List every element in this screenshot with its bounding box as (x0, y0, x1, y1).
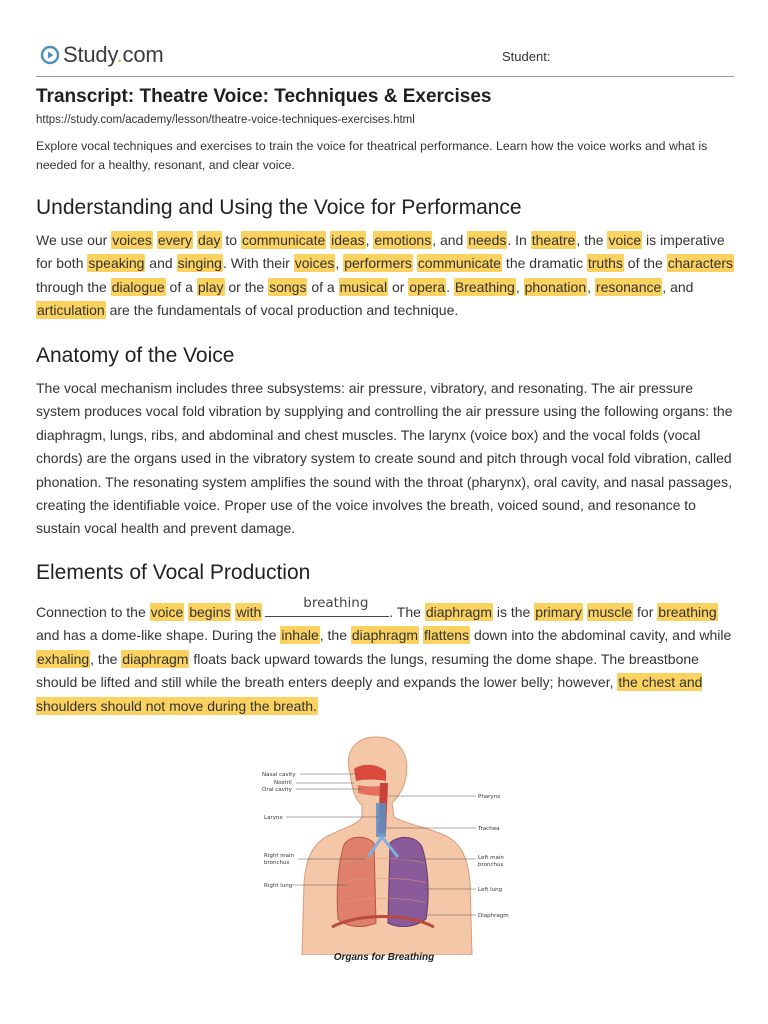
blank-answer: breathing (303, 595, 369, 611)
highlighted-term: dialogue (111, 278, 165, 295)
play-circle-icon (40, 45, 60, 65)
body-silhouette (302, 737, 472, 955)
highlighted-term: day (197, 232, 221, 248)
text-run: . With their (222, 255, 294, 272)
text-run: is the (492, 604, 535, 620)
text-run: Connection to the (36, 604, 150, 620)
text-run: . (446, 278, 454, 295)
highlighted-term: theatre (531, 232, 576, 248)
highlighted-term: the chest and shoulders should not move during the breath. (36, 674, 703, 714)
label-trachea: Trachea (478, 826, 500, 832)
highlighted-term: diaphragm (425, 604, 492, 620)
trachea-rings (376, 803, 386, 837)
highlighted-term: truths (587, 255, 623, 272)
breathing-organs-diagram (258, 733, 510, 955)
highlighted-term: muscle (587, 604, 633, 620)
highlighted-term: communicate (241, 232, 326, 248)
section-paragraph-anatomy: The vocal mechanism includes three subsystems: air pressure, vibratory, and resonating. The air pressure system produces vocal fold vibration by supplying and controlling the air pressure using the following organs: the diaphragm, lungs, ribs, and abdominal and chest muscles. The larynx (voice box) and the vocal folds (vocal chords) are the organs used in the vibratory system to create sound and pitch through vocal fold vibration, called phonation. The resonating system amplifies the sound with the throat (pharynx), oral cavity, and nasal passages, creating the identifiable voice. Proper use of the voice involves the breath, voiced sound, and resonance to sustain vocal health and prevent damage. (36, 380, 733, 537)
highlighted-term: begins (189, 604, 231, 620)
logo-text: Study.com (63, 42, 164, 67)
intro-paragraph: Explore vocal techniques and exercises to train the voice for theatrical performance. Learn how the voice works and what is needed for a healthy, resonant, and clear voice. (36, 139, 708, 172)
highlighted-term: communicate (417, 255, 502, 272)
highlighted-term: primary (535, 604, 582, 620)
student-label: Student: (502, 49, 551, 64)
text-run: , (335, 255, 344, 272)
label-left-main-bronchus-1: Left main (478, 855, 504, 861)
header-divider (36, 76, 734, 77)
label-left-lung: Left lung (478, 887, 503, 893)
label-larynx: Larynx (264, 815, 283, 821)
text-run: down into the abdominal cavity, and while (470, 627, 732, 644)
text-run: , and (662, 278, 694, 295)
text-run: are the fundamentals of vocal production and technique. (105, 302, 459, 319)
label-nostril: Nostril (274, 780, 292, 786)
highlighted-term: exhaling (37, 650, 90, 667)
text-run: , (365, 232, 374, 248)
section-heading-elements: Elements of Vocal Production (36, 561, 311, 584)
text-run: is imperative for both (36, 232, 725, 272)
highlighted-term: opera (409, 278, 446, 295)
label-oral-cavity: Oral cavity (262, 787, 292, 793)
text-run: or the (224, 278, 269, 295)
text-run: or (388, 278, 409, 295)
highlighted-term: ideas (331, 232, 365, 248)
highlighted-term: articulation (37, 302, 105, 319)
source-url: https://study.com/academy/lesson/theatre-voice-techniques-exercises.html (36, 114, 415, 126)
label-diaphragm: Diaphragm (478, 913, 509, 919)
highlighted-term: characters (667, 255, 734, 272)
highlighted-term: voice (150, 604, 184, 620)
highlighted-term: flattens (423, 627, 470, 644)
text-run: of a (307, 278, 339, 295)
text-run: of the (623, 255, 667, 272)
text-run: the dramatic (502, 255, 587, 272)
highlighted-term: needs (468, 232, 507, 248)
highlighted-term: speaking (88, 255, 145, 272)
text-run: , (515, 278, 524, 295)
text-run: . The (389, 604, 425, 620)
label-nasal-cavity: Nasal cavity (262, 772, 296, 778)
label-right-main-bronchus-1: Right main (264, 853, 294, 859)
highlighted-term: phonation (524, 278, 587, 295)
highlighted-term: diaphragm (351, 627, 419, 644)
highlighted-term: voices (112, 232, 152, 248)
study-logo[interactable] (40, 42, 164, 68)
highlighted-term: resonance (595, 278, 662, 295)
highlighted-term: songs (269, 278, 307, 295)
highlighted-term: musical (339, 278, 388, 295)
text-run: , and (432, 232, 468, 248)
highlighted-term: inhale (281, 627, 319, 644)
text-run: , the (576, 232, 608, 248)
text-run: and has a dome-like shape. During the (36, 627, 281, 644)
highlighted-term: voice (608, 232, 642, 248)
text-run: for (633, 604, 658, 620)
text-run: , the (319, 627, 351, 644)
paragraph-lead (36, 603, 262, 621)
label-right-main-bronchus-2: bronchus (264, 860, 290, 866)
highlighted-term: voices (294, 255, 335, 272)
text-run: of a (165, 278, 197, 295)
highlighted-term: play (197, 278, 224, 295)
fill-in-blank[interactable] (265, 595, 389, 617)
section-paragraph-elements (36, 595, 736, 718)
text-run: to (221, 232, 241, 248)
highlighted-term: singing (177, 255, 222, 272)
highlighted-term: with (236, 604, 262, 620)
figure-caption: Organs for Breathing (333, 952, 435, 963)
text-run: , (587, 278, 595, 295)
highlighted-term: breathing (658, 604, 717, 620)
highlighted-term: performers (344, 255, 412, 272)
text-run: We use our (36, 232, 112, 248)
label-pharynx: Pharynx (478, 794, 501, 800)
text-run: , the (90, 650, 122, 667)
highlighted-term: Breathing (454, 278, 515, 295)
section-heading-understanding: Understanding and Using the Voice for Performance (36, 196, 522, 219)
highlighted-term: emotions (374, 232, 432, 248)
label-right-lung: Right lung (264, 883, 293, 889)
text-run: and (145, 255, 177, 272)
text-run: floats back upward towards the lungs, resuming the dome shape. The breastbone should be lifted and still while the breath enters deeply and expands the lower belly; however, (36, 650, 699, 691)
label-left-main-bronchus-2: bronchus (478, 862, 504, 868)
highlighted-term: diaphragm (122, 650, 189, 667)
text-run: . In (507, 232, 531, 248)
section-heading-anatomy: Anatomy of the Voice (36, 344, 235, 367)
section-paragraph-understanding (36, 229, 736, 323)
text-run: through the (36, 278, 111, 295)
page-title: Transcript: Theatre Voice: Techniques & Exercises (36, 86, 492, 107)
highlighted-term: every (157, 232, 193, 248)
